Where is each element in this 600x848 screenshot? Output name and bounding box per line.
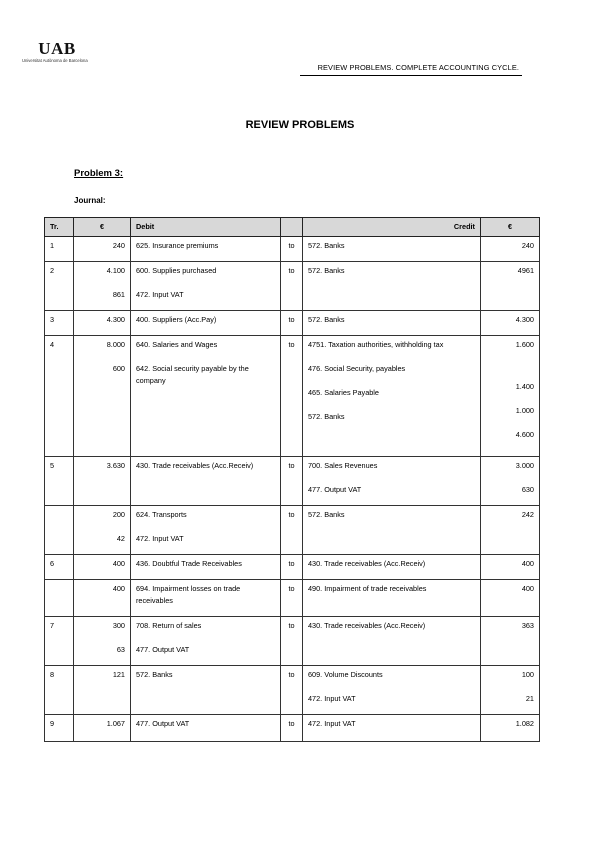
transaction-number: 1 — [45, 237, 74, 262]
credit-amount-cell — [481, 262, 540, 311]
credit-amount-cell — [481, 457, 540, 506]
credit-amount: 4.300 — [515, 315, 534, 324]
debit-account: 572. Banks — [136, 670, 173, 679]
debit-account-cell — [131, 262, 281, 311]
debit-account-cell — [131, 580, 281, 617]
credit-account: 490. Impairment of trade receivables — [308, 584, 427, 593]
credit-amount: 1.082 — [515, 719, 534, 728]
header-credit: Credit — [303, 218, 481, 237]
debit-amount: 300 — [112, 621, 125, 630]
table-row — [45, 617, 540, 666]
credit-amount: 1.400 — [515, 382, 534, 391]
debit-account: 694. Impairment losses on trade receivables — [136, 584, 241, 605]
transaction-number: 2 — [45, 262, 74, 311]
debit-amount-cell — [74, 555, 131, 580]
credit-account: 465. Salaries Payable — [308, 388, 379, 397]
debit-amount: 400 — [112, 584, 125, 593]
transaction-number — [45, 506, 74, 555]
debit-amount-cell — [74, 580, 131, 617]
credit-account: 472. Input VAT — [308, 719, 356, 728]
credit-account-cell — [303, 617, 481, 666]
credit-amount-cell — [481, 555, 540, 580]
debit-account: 477. Output VAT — [136, 719, 190, 728]
credit-amount: 630 — [521, 485, 534, 494]
debit-amount: 3.630 — [106, 461, 125, 470]
credit-amount: 4.600 — [515, 430, 534, 439]
credit-account: 572. Banks — [308, 412, 345, 421]
debit-amount-cell — [74, 262, 131, 311]
debit-account-cell — [131, 237, 281, 262]
header-to — [281, 218, 303, 237]
debit-account: 624. Transports — [136, 510, 187, 519]
credit-account: 609. Volume Discounts — [308, 670, 383, 679]
to-cell: to — [281, 555, 303, 580]
debit-account: 477. Output VAT — [136, 645, 190, 654]
credit-amount: 240 — [521, 241, 534, 250]
document-header-title: REVIEW PROBLEMS. COMPLETE ACCOUNTING CYCLE. — [317, 63, 519, 72]
credit-account: 472. Input VAT — [308, 694, 356, 703]
credit-account: 572. Banks — [308, 266, 345, 275]
debit-account: 400. Suppliers (Acc.Pay) — [136, 315, 217, 324]
debit-account-cell — [131, 457, 281, 506]
university-logo — [22, 40, 112, 64]
credit-account: 477. Output VAT — [308, 485, 362, 494]
to-cell: to — [281, 262, 303, 311]
credit-account-cell — [303, 580, 481, 617]
debit-amount: 861 — [112, 290, 125, 299]
table-row — [45, 237, 540, 262]
transaction-number: 5 — [45, 457, 74, 506]
debit-amount: 400 — [112, 559, 125, 568]
journal-table — [44, 217, 540, 742]
page-title: REVIEW PROBLEMS — [245, 119, 355, 131]
to-cell: to — [281, 617, 303, 666]
table-header-row — [45, 218, 540, 237]
debit-amount: 4.100 — [106, 266, 125, 275]
credit-amount-cell — [481, 617, 540, 666]
credit-account: 572. Banks — [308, 241, 345, 250]
debit-account: 625. Insurance premiums — [136, 241, 219, 250]
debit-amount: 4.300 — [106, 315, 125, 324]
debit-amount: 1.067 — [106, 719, 125, 728]
table-row — [45, 580, 540, 617]
debit-account-cell — [131, 336, 281, 457]
to-cell: to — [281, 506, 303, 555]
debit-account-cell — [131, 506, 281, 555]
debit-amount-cell — [74, 457, 131, 506]
credit-account-cell — [303, 715, 481, 742]
credit-account-cell — [303, 237, 481, 262]
debit-account: 430. Trade receivables (Acc.Receiv) — [136, 461, 254, 470]
credit-amount-cell — [481, 580, 540, 617]
header-tr: Tr. — [45, 218, 74, 237]
debit-account-cell — [131, 311, 281, 336]
to-cell: to — [281, 311, 303, 336]
credit-amount-cell — [481, 506, 540, 555]
credit-account: 572. Banks — [308, 510, 345, 519]
credit-account-cell — [303, 457, 481, 506]
debit-amount-cell — [74, 506, 131, 555]
table-row — [45, 666, 540, 715]
debit-account: 600. Supplies purchased — [136, 266, 217, 275]
transaction-number: 6 — [45, 555, 74, 580]
problem-heading: Problem 3: — [74, 168, 124, 179]
debit-amount: 63 — [116, 645, 125, 654]
credit-account-cell — [303, 262, 481, 311]
debit-account-cell — [131, 555, 281, 580]
credit-amount-cell — [481, 336, 540, 457]
transaction-number: 4 — [45, 336, 74, 457]
transaction-number — [45, 580, 74, 617]
debit-account-cell — [131, 617, 281, 666]
credit-account: 4751. Taxation authorities, withholding tax — [308, 340, 444, 349]
table-row — [45, 262, 540, 311]
debit-account: 472. Input VAT — [136, 534, 184, 543]
debit-amount: 42 — [116, 534, 125, 543]
header-credit-amount: € — [481, 218, 540, 237]
table-row — [45, 555, 540, 580]
credit-amount: 100 — [521, 670, 534, 679]
credit-account-cell — [303, 336, 481, 457]
journal-label: Journal: — [74, 196, 106, 205]
debit-account: 640. Salaries and Wages — [136, 340, 218, 349]
transaction-number: 3 — [45, 311, 74, 336]
credit-account: 430. Trade receivables (Acc.Receiv) — [308, 559, 426, 568]
credit-account: 700. Sales Revenues — [308, 461, 378, 470]
to-cell: to — [281, 457, 303, 506]
logo-subtitle: Universitat Autònoma de Barcelona — [22, 58, 88, 63]
logo-mark: UAB — [38, 39, 76, 58]
credit-account-cell — [303, 555, 481, 580]
credit-amount: 3.000 — [515, 461, 534, 470]
credit-account: 476. Social Security, payables — [308, 364, 406, 373]
credit-account-cell — [303, 666, 481, 715]
table-row — [45, 457, 540, 506]
transaction-number: 8 — [45, 666, 74, 715]
debit-amount-cell — [74, 715, 131, 742]
debit-amount: 8.000 — [106, 340, 125, 349]
debit-amount: 240 — [112, 241, 125, 250]
to-cell: to — [281, 715, 303, 742]
debit-amount-cell — [74, 311, 131, 336]
credit-account: 572. Banks — [308, 315, 345, 324]
credit-amount: 400 — [521, 584, 534, 593]
table-row — [45, 311, 540, 336]
credit-amount: 1.600 — [515, 340, 534, 349]
header-divider — [300, 75, 522, 76]
debit-amount-cell — [74, 666, 131, 715]
debit-account: 472. Input VAT — [136, 290, 184, 299]
debit-amount: 121 — [112, 670, 125, 679]
header-debit-amount: € — [74, 218, 131, 237]
table-row — [45, 715, 540, 742]
credit-amount: 1.000 — [515, 406, 534, 415]
debit-account-cell — [131, 666, 281, 715]
transaction-number: 7 — [45, 617, 74, 666]
credit-amount: 400 — [521, 559, 534, 568]
debit-amount: 200 — [112, 510, 125, 519]
credit-account: 430. Trade receivables (Acc.Receiv) — [308, 621, 426, 630]
table-row — [45, 506, 540, 555]
credit-account-cell — [303, 506, 481, 555]
credit-amount: 242 — [521, 510, 534, 519]
to-cell: to — [281, 666, 303, 715]
credit-amount: 21 — [525, 694, 534, 703]
debit-amount-cell — [74, 237, 131, 262]
credit-account-cell — [303, 311, 481, 336]
credit-amount: 363 — [521, 621, 534, 630]
header-debit: Debit — [131, 218, 281, 237]
to-cell: to — [281, 237, 303, 262]
debit-account: 708. Return of sales — [136, 621, 202, 630]
debit-account-cell — [131, 715, 281, 742]
credit-amount: 4961 — [517, 266, 534, 275]
credit-amount-cell — [481, 237, 540, 262]
debit-amount: 600 — [112, 364, 125, 373]
debit-account: 642. Social security payable by the company — [136, 364, 249, 385]
to-cell: to — [281, 336, 303, 457]
credit-amount-cell — [481, 311, 540, 336]
transaction-number: 9 — [45, 715, 74, 742]
debit-amount-cell — [74, 617, 131, 666]
to-cell: to — [281, 580, 303, 617]
debit-amount-cell — [74, 336, 131, 457]
credit-amount-cell — [481, 666, 540, 715]
debit-account: 436. Doubtful Trade Receivables — [136, 559, 242, 568]
credit-amount-cell — [481, 715, 540, 742]
table-row — [45, 336, 540, 457]
